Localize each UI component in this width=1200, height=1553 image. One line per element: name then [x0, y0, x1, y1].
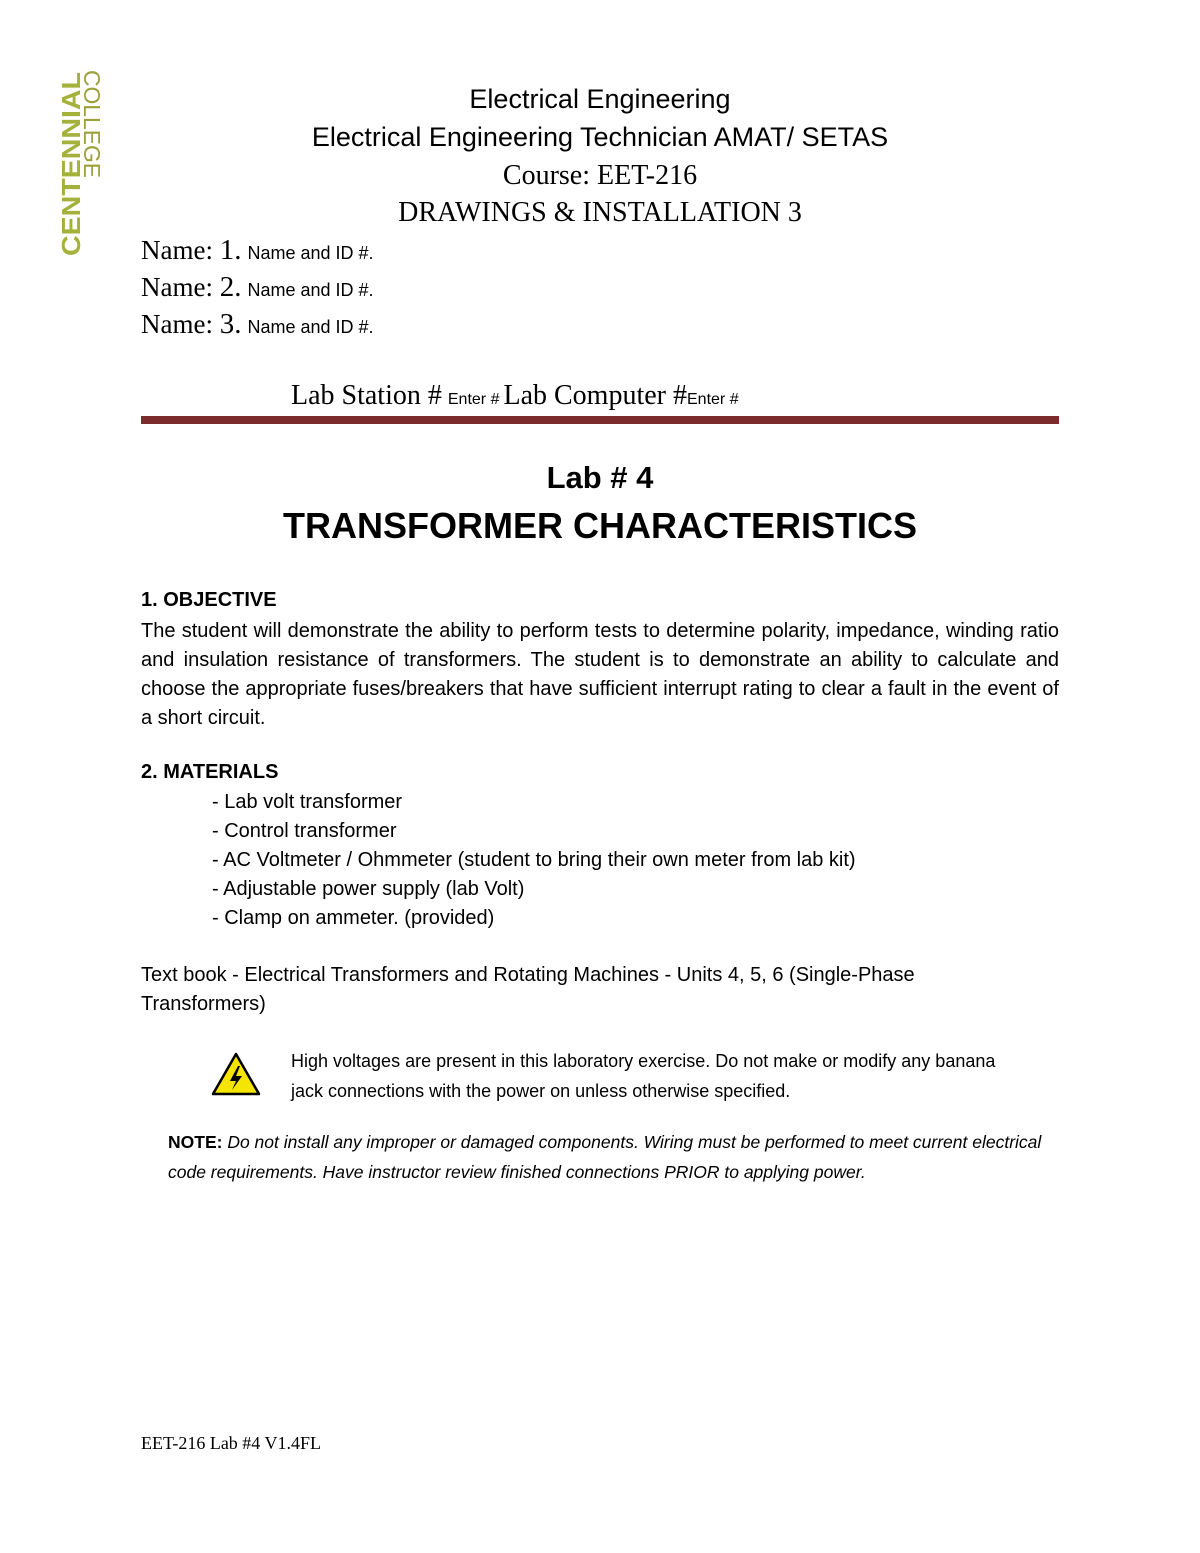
department-heading: Electrical Engineering	[469, 84, 731, 114]
name-number: 3.	[219, 308, 242, 340]
list-item: - Clamp on ammeter. (provided)	[212, 907, 495, 929]
objective-heading: 1. OBJECTIVE	[141, 589, 277, 611]
objective-text: The student will demonstrate the ability to perform tests to determine polarity, impedance, winding ratio and insulation resistance of transformers. The student is to demonstrate an ability to calculate and choose the appropriate fuses/breakers that have sufficient interrupt rating to clear a fault in the event of a short circuit.	[141, 620, 1059, 729]
name-line-3	[141, 308, 374, 341]
list-item: - AC Voltmeter / Ohmmeter (student to bring their own meter from lab kit)	[212, 849, 856, 871]
header-divider	[141, 416, 1059, 424]
name-line-1	[141, 234, 374, 267]
materials-list	[212, 788, 856, 933]
list-item: - Control transformer	[212, 820, 397, 842]
lab-station-field[interactable]: Enter #	[447, 391, 500, 408]
safety-note	[168, 1127, 1048, 1187]
materials-heading: 2. MATERIALS	[141, 761, 279, 783]
high-voltage-warning-icon	[211, 1052, 261, 1096]
name-number: 1.	[219, 234, 242, 266]
list-item: - Adjustable power supply (lab Volt)	[212, 878, 525, 900]
lab-computer-field[interactable]: Enter #	[687, 391, 739, 408]
note-label: NOTE:	[168, 1132, 223, 1152]
lab-title: TRANSFORMER CHARACTERISTICS	[283, 505, 917, 546]
lab-computer-label: Lab Computer #	[503, 380, 687, 411]
name-id-field-2[interactable]: Name and ID #.	[247, 280, 374, 300]
lab-station-label: Lab Station #	[291, 380, 442, 411]
lab-number: Lab # 4	[546, 460, 654, 495]
logo-text-college: COLLEGE	[79, 70, 105, 179]
name-number: 2.	[219, 271, 242, 303]
course-heading: Course: EET-216	[502, 160, 698, 191]
name-id-field-1[interactable]: Name and ID #.	[247, 243, 374, 263]
list-item: - Lab volt transformer	[212, 791, 403, 813]
textbook-reference: Text book - Electrical Transformers and Rotating Machines - Units 4, 5, 6 (Single-Phase Transformers)	[141, 964, 915, 1015]
program-heading: Electrical Engineering Technician AMAT/ SETAS	[311, 122, 889, 152]
course-title-heading: DRAWINGS & INSTALLATION 3	[398, 197, 802, 228]
name-line-2	[141, 271, 374, 304]
name-label: Name:	[141, 235, 220, 265]
logo-text-centennial: CENTENNIAL	[56, 88, 86, 256]
lab-station-line	[291, 380, 739, 412]
name-label: Name:	[141, 309, 220, 339]
name-label: Name:	[141, 272, 220, 302]
name-id-field-3[interactable]: Name and ID #.	[247, 317, 374, 337]
warning-text: High voltages are present in this laboratory exercise. Do not make or modify any banana jack connections with the power on unless otherwise specified.	[291, 1051, 996, 1101]
note-text: Do not install any improper or damaged components. Wiring must be performed to meet current electrical code requirements. Have instructor review finished connections PRIOR to applying power.	[168, 1132, 1042, 1182]
page-footer: EET-216 Lab #4 V1.4FL	[141, 1433, 321, 1453]
